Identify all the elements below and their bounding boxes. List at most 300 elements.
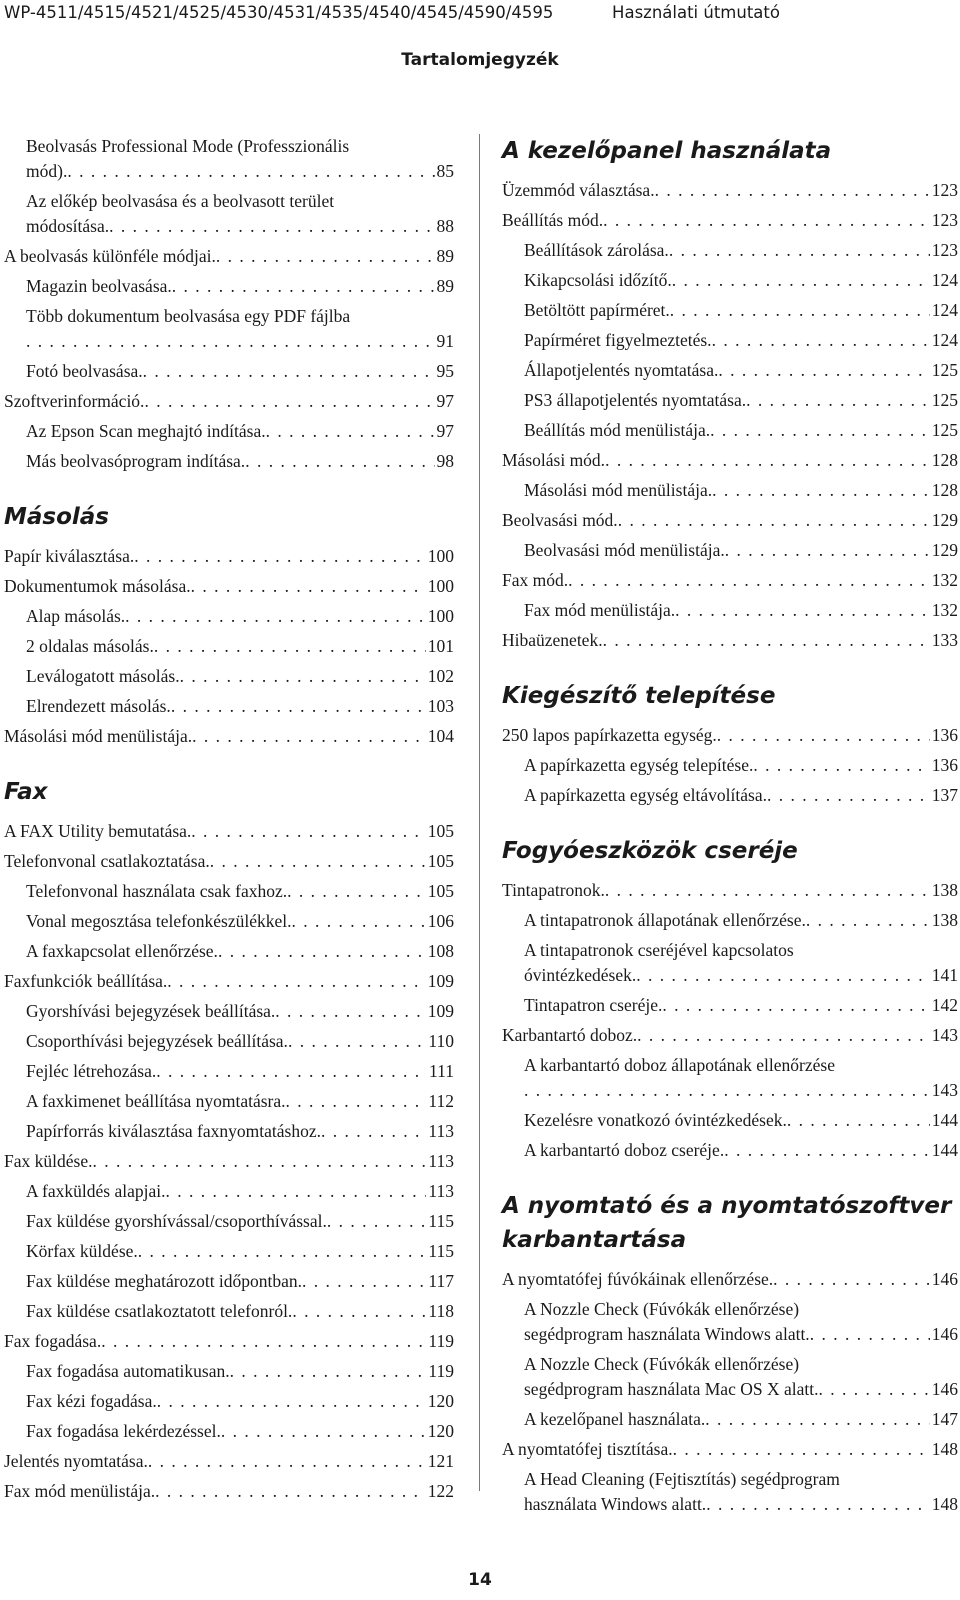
toc-dot-leader [712,328,930,353]
toc-dot-leader [724,1138,930,1163]
toc-section-heading: A nyomtató és a nyomtatószoftver karbantartása [502,1193,952,1253]
toc-entry-title: segédprogram használata Windows alatt. [524,1324,810,1344]
toc-entry-title: A faxkimenet beállítása nyomtatásra. [26,1091,286,1111]
toc-entry-title: Csoporthívási bejegyzések beállítása. [26,1031,288,1051]
toc-page-number: 89 [436,246,454,266]
toc-entry[interactable] [502,358,958,383]
toc-entry[interactable] [502,783,958,808]
toc-entry[interactable] [4,1449,454,1474]
toc-entry[interactable] [4,189,454,239]
toc-entry-title: Fax mód menülistája. [4,1481,156,1501]
toc-page-number: 125 [931,420,958,440]
toc-page-number: 123 [931,210,958,230]
toc-page-number: 141 [931,965,958,985]
toc-entry-title: Az Epson Scan meghajtó indítása. [26,421,266,441]
toc-dot-leader [773,1267,930,1292]
toc-entry[interactable] [502,723,958,748]
toc-entry[interactable] [502,208,958,233]
toc-entry[interactable] [4,1359,454,1384]
toc-page-number: 125 [931,390,958,410]
toc-entry[interactable] [4,1299,454,1324]
toc-dot-leader [662,993,929,1018]
toc-entry[interactable] [502,1407,958,1432]
toc-dot-leader [603,628,930,653]
toc-section-heading: Fax [4,779,48,805]
toc-entry-title: A nyomtatófej fúvókáinak ellenőrzése. [502,1269,774,1289]
toc-entry[interactable] [4,1269,454,1294]
toc-dot-leader [637,1023,930,1048]
toc-dot-leader [287,879,426,904]
toc-page-number: 129 [931,540,958,560]
toc-entry[interactable] [502,1023,958,1048]
toc-entry[interactable] [4,1179,454,1204]
toc-page-number: 95 [436,361,454,381]
toc-page-number: 129 [931,510,958,530]
toc-page-number: 119 [428,1331,454,1351]
toc-page-number: 136 [931,725,958,745]
toc-entry[interactable] [4,604,454,629]
toc-page-number: 123 [931,240,958,260]
toc-entry-title: A beolvasás különféle módjai. [4,246,216,266]
toc-dot-leader [191,819,425,844]
toc-dot-leader [675,598,930,623]
toc-page-number: 143 [931,1080,958,1100]
toc-entry-title: Fotó beolvasása. [26,361,143,381]
toc-entry-title: Tintapatronok. [502,880,605,900]
toc-entry-title: mód). [26,161,68,181]
toc-entry-title: módosítása. [26,216,110,236]
toc-entry-title: Kikapcsolási időzítő. [524,270,672,290]
toc-dot-leader [101,1329,426,1354]
toc-entry[interactable] [502,178,958,203]
toc-page-number: 91 [436,331,454,351]
toc-page-number: 119 [428,1361,454,1381]
toc-entry[interactable] [4,244,454,269]
toc-page-number: 110 [428,1031,454,1051]
toc-dot-leader [810,1322,930,1347]
toc-entry-title: Papírméret figyelmeztetés. [524,330,712,350]
toc-entry[interactable] [4,1209,454,1234]
toc-entry-title: A kezelőpanel használata. [524,1409,706,1429]
toc-entry[interactable] [4,634,454,659]
toc-entry-title-line1: A tintapatronok cseréjével kapcsolatos [524,940,794,960]
toc-page-number: 118 [428,1301,454,1321]
toc-entry-title: Fax fogadása. [4,1331,102,1351]
section-title: Tartalomjegyzék [401,50,559,70]
toc-entry[interactable] [4,1389,454,1414]
toc-entry-title-line1: Beolvasás Professional Mode (Professzionális [26,136,350,156]
toc-entry-title: Gyorshívási bejegyzések beállítása. [26,1001,276,1021]
toc-page-number: 133 [931,630,958,650]
toc-page-number: 115 [428,1211,454,1231]
toc-entry[interactable] [502,938,958,988]
toc-page-number: 120 [427,1391,454,1411]
toc-entry-title-line1: Több dokumentum beolvasása egy PDF fájlba [26,306,351,326]
toc-entry-title: Beolvasási mód. [502,510,618,530]
toc-dot-leader [221,1419,426,1444]
toc-dot-leader [92,1149,426,1174]
toc-dot-leader [767,783,930,808]
toc-entry[interactable] [4,999,454,1024]
toc-dot-leader [605,878,930,903]
toc-entry[interactable] [502,268,958,293]
toc-page-number: 143 [931,1025,958,1045]
toc-entry-title: Vonal megosztása telefonkészülékkel. [26,911,292,931]
toc-page-number: 89 [436,276,454,296]
toc-dot-leader [302,1269,426,1294]
toc-entry-title: Fax küldése meghatározott időpontban. [26,1271,303,1291]
toc-entry[interactable] [4,389,454,414]
toc-entry-title: Beállítás mód menülistája. [524,420,711,440]
toc-entry-title: Fax küldése. [4,1151,93,1171]
toc-entry-title: A FAX Utility bemutatása. [4,821,192,841]
toc-page-number: 113 [428,1181,454,1201]
toc-entry[interactable] [502,388,958,413]
toc-page-number: 142 [931,995,958,1015]
toc-page-number: 105 [427,851,454,871]
toc-entry[interactable] [4,1239,454,1264]
toc-page-number: 102 [427,666,454,686]
toc-page-number: 103 [427,696,454,716]
toc-entry-title: Beállítások zárolása. [524,240,669,260]
toc-section-heading: Másolás [4,504,109,530]
toc-entry-title: Betöltött papírméret. [524,300,670,320]
toc-entry[interactable] [4,849,454,874]
toc-entry-title: Leválogatott másolás. [26,666,180,686]
toc-entry-title: Másolási mód menülistája. [4,726,193,746]
toc-page-number: 124 [931,330,958,350]
toc-entry[interactable] [4,1329,454,1354]
toc-dot-leader [705,1407,930,1432]
toc-entry[interactable] [502,568,958,593]
toc-dot-leader [787,1108,930,1133]
toc-dot-leader [670,298,930,323]
toc-dot-leader [568,568,930,593]
toc-entry-title: Állapotjelentés nyomtatása. [524,360,719,380]
toc-dot-leader [712,478,930,503]
toc-entry[interactable] [4,574,454,599]
toc-page-number: 148 [931,1494,958,1514]
toc-entry-title: 250 lapos papírkazetta egység. [502,725,717,745]
toc-page-number: 144 [931,1110,958,1130]
toc-entry[interactable] [502,448,958,473]
toc-entry-title-line1: A Nozzle Check (Fúvókák ellenőrzése) [524,1354,800,1374]
toc-entry[interactable] [502,1352,958,1402]
toc-dot-leader [746,388,930,413]
toc-page-number: 97 [436,421,454,441]
toc-entry[interactable] [502,628,958,653]
toc-dot-leader [655,178,930,203]
toc-page-number: 100 [427,606,454,626]
toc-section-heading: Fogyóeszközök cseréje [502,838,798,864]
toc-entry-title: Fax fogadása lekérdezéssel. [26,1421,221,1441]
toc-entry[interactable] [502,298,958,323]
toc-page-number: 111 [429,1061,454,1081]
toc-page-number: 136 [931,755,958,775]
toc-entry[interactable] [4,664,454,689]
toc-entry-title: Papírforrás kiválasztása faxnyomtatáshoz. [26,1121,321,1141]
toc-dot-leader [216,244,435,269]
toc-page-number: 121 [427,1451,454,1471]
toc-dot-leader [172,274,435,299]
toc-entry-title: Telefonvonal csatlakoztatása. [4,851,210,871]
toc-page-number: 100 [427,576,454,596]
toc-page-number: 112 [428,1091,454,1111]
toc-entry-title: Körfax küldése. [26,1241,138,1261]
toc-entry-title: Kezelésre vonatkozó óvintézkedések. [524,1110,787,1130]
toc-dot-leader [636,963,930,988]
toc-dot-leader [218,939,426,964]
toc-entry[interactable] [4,359,454,384]
toc-entry-title: PS3 állapotjelentés nyomtatása. [524,390,747,410]
toc-entry[interactable] [4,819,454,844]
toc-dot-leader [67,159,434,184]
toc-entry-title: segédprogram használata Mac OS X alatt. [524,1379,819,1399]
toc-section-heading: Kiegészítő telepítése [502,683,776,709]
toc-page-number: 105 [427,821,454,841]
toc-entry-title: Alap másolás. [26,606,126,626]
toc-dot-leader [144,389,434,414]
toc-entry[interactable] [4,969,454,994]
toc-dot-leader [192,724,426,749]
toc-page-number: 146 [931,1324,958,1344]
toc-page-number: 117 [428,1271,454,1291]
toc-dot-leader [618,508,930,533]
toc-entry-title: Beolvasási mód menülistája. [524,540,725,560]
toc-entry[interactable] [502,1437,958,1462]
toc-dot-leader [327,1209,427,1234]
toc-dot-leader [286,1089,427,1114]
toc-dot-leader [718,358,929,383]
toc-page-number: 125 [931,360,958,380]
toc-page-number: 124 [931,270,958,290]
toc-entry[interactable] [4,1149,454,1174]
toc-entry-title: Üzemmód választása. [502,180,655,200]
toc-page-number: 138 [931,910,958,930]
toc-entry[interactable] [4,304,454,354]
toc-entry-title-line1: A Nozzle Check (Fúvókák ellenőrzése) [524,1299,800,1319]
toc-entry-title: óvintézkedések. [524,965,637,985]
toc-entry[interactable] [4,909,454,934]
toc-page-number: 108 [427,941,454,961]
toc-dot-leader [753,753,929,778]
toc-page-number: 98 [436,451,454,471]
toc-right-column [502,134,958,1522]
toc-entry-title: Tintapatron cseréje. [524,995,663,1015]
toc-dot-leader [710,418,930,443]
toc-dot-leader [165,1179,426,1204]
toc-entry[interactable] [502,478,958,503]
toc-entry[interactable] [502,908,958,933]
toc-entry-title: Magazin beolvasása. [26,276,172,296]
toc-dot-leader [806,908,930,933]
toc-entry-title: A faxküldés alapjai. [26,1181,166,1201]
toc-dot-leader [154,634,426,659]
toc-entry[interactable] [502,993,958,1018]
toc-dot-leader [706,1492,930,1517]
toc-page-number: 147 [931,1409,958,1429]
toc-dot-leader [210,849,426,874]
toc-dot-leader [725,538,930,563]
toc-entry-title: Beállítás mód. [502,210,604,230]
toc-dot-leader [288,1029,426,1054]
toc-entry[interactable] [502,1108,958,1133]
toc-dot-leader [109,214,434,239]
toc-entry-title-line1: A Head Cleaning (Fejtisztítás) segédprogram [524,1469,840,1489]
toc-entry[interactable] [502,328,958,353]
toc-entry-title: 2 oldalas másolás. [26,636,154,656]
toc-dot-leader [717,723,930,748]
page-number: 14 [468,1570,492,1590]
toc-page-number: 115 [428,1241,454,1261]
toc-dot-leader [148,1449,426,1474]
toc-entry-title: A nyomtatófej tisztítása. [502,1439,673,1459]
toc-dot-leader [321,1119,426,1144]
toc-entry[interactable] [4,419,454,444]
toc-entry[interactable] [502,508,958,533]
toc-page-number: 128 [931,450,958,470]
toc-entry-title: Fax fogadása automatikusan. [26,1361,230,1381]
toc-entry-title-line1: A karbantartó doboz állapotának ellenőrzése [524,1055,835,1075]
toc-dot-leader [167,969,425,994]
toc-entry-title: Másolási mód menülistája. [524,480,713,500]
toc-page-number: 146 [931,1269,958,1289]
toc-dot-leader [230,1359,427,1384]
toc-section-heading: A kezelőpanel használata [502,138,832,164]
toc-dot-leader [603,208,930,233]
toc-entry-title: Szoftverinformáció. [4,391,145,411]
toc-entry[interactable] [502,418,958,443]
toc-page-number: 146 [931,1379,958,1399]
toc-dot-leader [672,268,930,293]
toc-page-number: 138 [931,880,958,900]
toc-page-number: 109 [427,971,454,991]
toc-page-number: 128 [931,480,958,500]
toc-page-number: 124 [931,300,958,320]
toc-left-column [4,134,454,1509]
toc-page-number: 106 [427,911,454,931]
toc-entry-title: Másolási mód. [502,450,606,470]
toc-entry-title: Fejléc létrehozása. [26,1061,157,1081]
toc-entry-title: Hibaüzenetek. [502,630,603,650]
toc-dot-leader [143,359,435,384]
toc-entry-title: A tintapatronok állapotának ellenőrzése. [524,910,806,930]
toc-entry[interactable] [4,1029,454,1054]
toc-dot-leader [157,1389,426,1414]
toc-entry-title: használata Windows alatt. [524,1494,707,1514]
toc-entry[interactable] [4,449,454,474]
toc-dot-leader [818,1377,929,1402]
toc-dot-leader [191,574,426,599]
toc-page-number: 123 [931,180,958,200]
toc-entry[interactable] [502,1467,958,1517]
toc-page-number: 109 [427,1001,454,1021]
toc-entry[interactable] [502,538,958,563]
toc-entry-title: Telefonvonal használata csak faxhoz. [26,881,288,901]
toc-page-number: 113 [428,1121,454,1141]
toc-entry[interactable] [4,134,454,184]
toc-entry[interactable] [4,1059,454,1084]
header-model-list: WP-4511/4515/4521/4525/4530/4531/4535/4540/4545/4590/4595 [4,3,554,22]
toc-page-number: 100 [427,546,454,566]
toc-entry-title: Elrendezett másolás. [26,696,171,716]
toc-dot-leader [292,909,426,934]
toc-dot-leader [292,1299,426,1324]
toc-entry[interactable] [4,1419,454,1444]
toc-dot-leader [524,1078,930,1103]
toc-entry[interactable] [502,878,958,903]
toc-entry[interactable] [4,1089,454,1114]
toc-entry-title: Karbantartó doboz. [502,1025,638,1045]
toc-dot-leader [669,238,930,263]
toc-page-number: 97 [436,391,454,411]
toc-dot-leader [26,329,435,354]
toc-entry[interactable] [4,939,454,964]
toc-entry-title: A papírkazetta egység eltávolítása. [524,785,767,805]
toc-entry[interactable] [4,724,454,749]
toc-entry[interactable] [502,238,958,263]
toc-dot-leader [275,999,425,1024]
toc-page-number: 113 [428,1151,454,1171]
toc-dot-leader [266,419,435,444]
toc-dot-leader [125,604,426,629]
toc-page-number: 85 [436,161,454,181]
toc-entry-title: A papírkazetta egység telepítése. [524,755,754,775]
toc-entry[interactable] [502,1267,958,1292]
toc-entry-title: Más beolvasóprogram indítása. [26,451,246,471]
toc-page-number: 132 [931,600,958,620]
toc-page-number: 105 [427,881,454,901]
toc-page-number: 132 [931,570,958,590]
toc-entry[interactable] [4,879,454,904]
toc-dot-leader [134,544,426,569]
toc-dot-leader [138,1239,427,1264]
toc-dot-leader [180,664,426,689]
toc-entry[interactable] [502,598,958,623]
toc-entry[interactable] [502,1053,958,1103]
toc-page-number: 137 [931,785,958,805]
toc-dot-leader [155,1479,426,1504]
toc-entry[interactable] [4,1479,454,1504]
toc-entry-title: Fax mód menülistája. [524,600,676,620]
header-document-title: Használati útmutató [612,3,780,22]
column-divider [479,134,480,1491]
toc-dot-leader [156,1059,427,1084]
toc-entry-title: Fax kézi fogadása. [26,1391,157,1411]
toc-entry[interactable] [4,694,454,719]
toc-entry-title: Fax küldése csatlakoztatott telefonról. [26,1301,293,1321]
toc-entry-title: A faxkapcsolat ellenőrzése. [26,941,218,961]
toc-page-number: 148 [931,1439,958,1459]
toc-entry-title: A karbantartó doboz cseréje. [524,1140,725,1160]
toc-page-number: 104 [427,726,454,746]
toc-entry[interactable] [4,544,454,569]
toc-page-number: 144 [931,1140,958,1160]
toc-page-number: 120 [427,1421,454,1441]
toc-entry[interactable] [4,274,454,299]
toc-entry[interactable] [502,753,958,778]
toc-page-number: 122 [427,1481,454,1501]
toc-entry-title: Dokumentumok másolása. [4,576,191,596]
toc-entry[interactable] [502,1297,958,1347]
toc-entry-title: Fax küldése gyorshívással/csoporthívással. [26,1211,327,1231]
toc-entry[interactable] [502,1138,958,1163]
toc-dot-leader [673,1437,930,1462]
toc-entry-title: Papír kiválasztása. [4,546,135,566]
toc-page-number: 101 [427,636,454,656]
toc-entry[interactable] [4,1119,454,1144]
toc-entry-title: Fax mód. [502,570,569,590]
